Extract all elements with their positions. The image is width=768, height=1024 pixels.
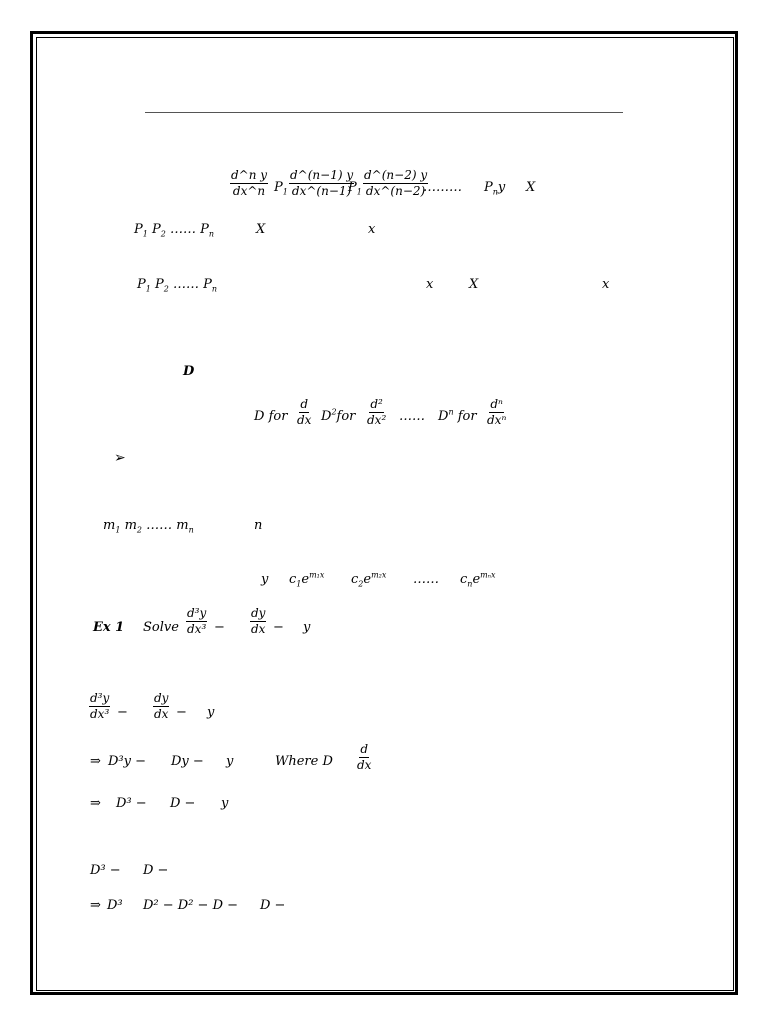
variable-x: x bbox=[368, 222, 376, 237]
solve-word: Solve bbox=[143, 620, 179, 635]
ellipsis: …… bbox=[413, 572, 439, 587]
variable-y: y bbox=[221, 796, 229, 811]
fraction-d3y-dx3 bbox=[186, 607, 207, 636]
where-d: Where D bbox=[275, 754, 333, 769]
function-X: X bbox=[256, 222, 266, 237]
operator-d-squared: $D^2for$ bbox=[321, 407, 356, 424]
expression-d3y: D³y − bbox=[108, 754, 147, 769]
minus-sign: − bbox=[176, 705, 187, 720]
fraction-d3y-dx3 bbox=[89, 692, 110, 721]
minus-sign: − bbox=[117, 705, 128, 720]
expression-d3: D³ − bbox=[90, 863, 121, 878]
fraction-dy-dx bbox=[153, 692, 169, 721]
fraction-numerator: d^(n−1) y bbox=[289, 169, 354, 184]
fraction-numerator: dⁿ bbox=[489, 398, 504, 413]
term-c1-e: $c_1e^{m_1x}$ bbox=[289, 570, 325, 589]
fraction-dy-dx bbox=[250, 607, 266, 636]
fraction-dny-dxn bbox=[230, 169, 268, 198]
fraction-denominator: dx³ bbox=[90, 707, 110, 722]
solution-y: y bbox=[261, 572, 269, 587]
fraction-denominator: dx³ bbox=[187, 622, 207, 637]
example-label: Ex 1 bbox=[93, 620, 125, 635]
fraction-denominator: dx^n bbox=[232, 184, 266, 199]
fraction-dn1y-dxn1 bbox=[289, 169, 354, 198]
coefficient-list-line2: $P_1$ $P_2$ …… $P_n$ bbox=[134, 222, 215, 239]
variable-y: y bbox=[226, 754, 234, 769]
variable-x: x bbox=[426, 277, 434, 292]
expression-d3: D³ − bbox=[116, 796, 147, 811]
variable-x: x bbox=[602, 277, 610, 292]
bullet-arrow-icon: ➢ bbox=[114, 450, 126, 466]
fraction-numerator: d^(n−2) y bbox=[363, 169, 428, 184]
coefficient-p1-second: $P_1$ bbox=[348, 180, 362, 197]
fraction-dn2y-dxn2 bbox=[363, 169, 428, 198]
operator-d-n: $D^n$ for bbox=[438, 407, 477, 424]
roots-list: $m_1$ $m_2$ …… $m_n$ bbox=[103, 518, 194, 535]
fraction-numerator: d³y bbox=[89, 692, 110, 707]
operator-d: D for bbox=[254, 409, 288, 424]
fraction-denominator: dx^(n−1) bbox=[291, 184, 352, 199]
implies-arrow-icon: ⇒ bbox=[90, 898, 101, 913]
term-cn-e: $c_ne^{m_nx}$ bbox=[460, 570, 496, 589]
expression-factor: D² − D² − D − bbox=[143, 898, 239, 913]
variable-n: n bbox=[254, 518, 263, 533]
fraction-denominator: dxⁿ bbox=[487, 413, 507, 428]
coefficient-pn-y: $P_ny$ bbox=[484, 180, 506, 197]
fraction-denominator: dx bbox=[357, 758, 372, 773]
fraction-denominator: dx bbox=[154, 707, 169, 722]
ellipsis: ……… bbox=[423, 180, 462, 195]
title-rule bbox=[145, 112, 623, 113]
fraction-dn-dxn bbox=[487, 398, 506, 427]
fraction-numerator: d^n y bbox=[230, 169, 268, 184]
expression-d3: D³ bbox=[107, 898, 123, 913]
fraction-numerator: dy bbox=[250, 607, 266, 622]
minus-sign: − bbox=[214, 620, 225, 635]
implies-arrow-icon: ⇒ bbox=[90, 796, 101, 811]
fraction-d2-dx2 bbox=[367, 398, 386, 427]
fraction-d-dx bbox=[357, 743, 371, 772]
fraction-denominator: dx bbox=[297, 413, 312, 428]
expression-d: D − bbox=[260, 898, 286, 913]
variable-y: y bbox=[207, 705, 215, 720]
fraction-denominator: dx² bbox=[367, 413, 387, 428]
expression-dy: Dy − bbox=[171, 754, 204, 769]
expression-d: D − bbox=[170, 796, 196, 811]
fraction-numerator: d² bbox=[369, 398, 384, 413]
function-X: X bbox=[526, 180, 536, 195]
coefficient-p1: $P_1$ bbox=[274, 180, 288, 197]
fraction-numerator: d³y bbox=[186, 607, 207, 622]
variable-y: y bbox=[303, 620, 311, 635]
expression-d: D − bbox=[143, 863, 169, 878]
coefficient-list-line3: $P_1$ $P_2$ …… $P_n$ bbox=[137, 277, 218, 294]
fraction-denominator: dx bbox=[251, 622, 266, 637]
minus-sign: − bbox=[273, 620, 284, 635]
ellipsis: …… bbox=[399, 409, 425, 424]
term-c2-e: $c_2e^{m_2x}$ bbox=[351, 570, 387, 589]
fraction-numerator: d bbox=[299, 398, 309, 413]
implies-arrow-icon: ⇒ bbox=[90, 754, 101, 769]
operator-d-heading: D bbox=[183, 364, 195, 379]
fraction-d-dx bbox=[297, 398, 311, 427]
fraction-denominator: dx^(n−2) bbox=[365, 184, 426, 199]
fraction-numerator: dy bbox=[153, 692, 169, 707]
function-X: X bbox=[469, 277, 479, 292]
fraction-numerator: d bbox=[359, 743, 369, 758]
